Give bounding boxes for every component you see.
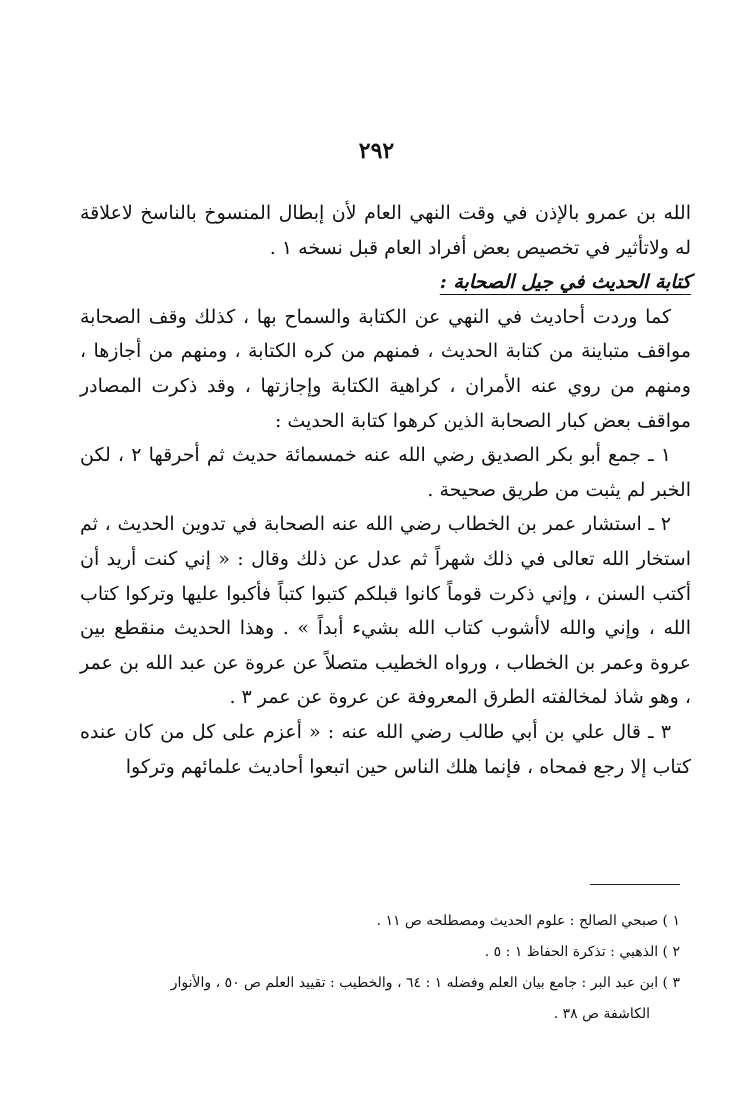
footnote-2: ٢ ) الذهبي : تذكرة الحفاظ ١ : ٥ . xyxy=(484,944,680,960)
paragraph-item-1: ١ ـ جمع أبو بكر الصديق رضي الله عنه خمسمائة حديث ثم أحرقها ٢ ، لكن الخبر لم يثبت من طريق صحيحة . xyxy=(80,444,691,501)
footnote-separator xyxy=(590,884,680,885)
page-number: ٢٩٢ xyxy=(358,138,395,164)
main-text xyxy=(80,196,691,784)
paragraph-intro: كما وردت أحاديث في النهي عن الكتابة والسماح بها ، كذلك وقف الصحابة مواقف متباينة من كتابة الحديث ، فمنهم من كره الكتابة ، ومنهم من أجازها ، ومنهم من روي عنه الأمران ، كراهية الكتابة وإجازتها ، وقد ذكرت المصادر مواقف بعض كبار الصحابة الذين كرهوا كتابة الحديث : xyxy=(80,305,691,432)
footnote-3-continuation: الكاشفة ص ٣٨ . xyxy=(553,1006,650,1022)
footnote-1: ١ ) صبحي الصالح : علوم الحديث ومصطلحه ص ١١ . xyxy=(376,913,680,929)
paragraph-item-2: ٢ ـ استشار عمر بن الخطاب رضي الله عنه الصحابة في تدوين الحديث ، ثم استخار الله تعالى في ذلك شهراً ثم عدل عن ذلك وقال : « إني كنت أريد أن أكتب السنن ، وإني ذكرت قوماً كانوا قبلكم كتبوا كتباً فأكبوا عليها وتركوا كتاب الله ، وإني والله لاأشوب كتاب الله بشيء أبداً » . وهذا الحديث منقطع بين عروة وعمر بن الخطاب ، ورواه الخطيب متصلاً عن عروة عن عبد الله بن عمر ، وهو شاذ لمخالفته الطرق المعروفة عن عروة عن عمر ٣ . xyxy=(80,513,691,709)
footnotes xyxy=(80,906,680,1030)
paragraph-item-3: ٣ ـ قال علي بن أبي طالب رضي الله عنه : « أعزم على كل من كان عنده كتاب إلا رجع فمحاه ، فإنما هلك الناس حين اتبعوا أحاديث علمائهم وتركوا xyxy=(80,720,691,778)
footnote-3: ٣ ) ابن عبد البر : جامع بيان العلم وفضله ١ : ٦٤ ، والخطيب : تقييد العلم ص ٥٠ ، والأنوار xyxy=(170,975,680,991)
section-heading: كتابة الحديث في جيل الصحابة : xyxy=(439,271,691,294)
paragraph-continuation: الله بن عمرو بالإذن في وقت النهي العام لأن إبطال المنسوخ بالناسخ لاعلاقة له ولاتأثير في تخصيص بعض أفراد العام قبل نسخه ١ . xyxy=(80,202,691,259)
